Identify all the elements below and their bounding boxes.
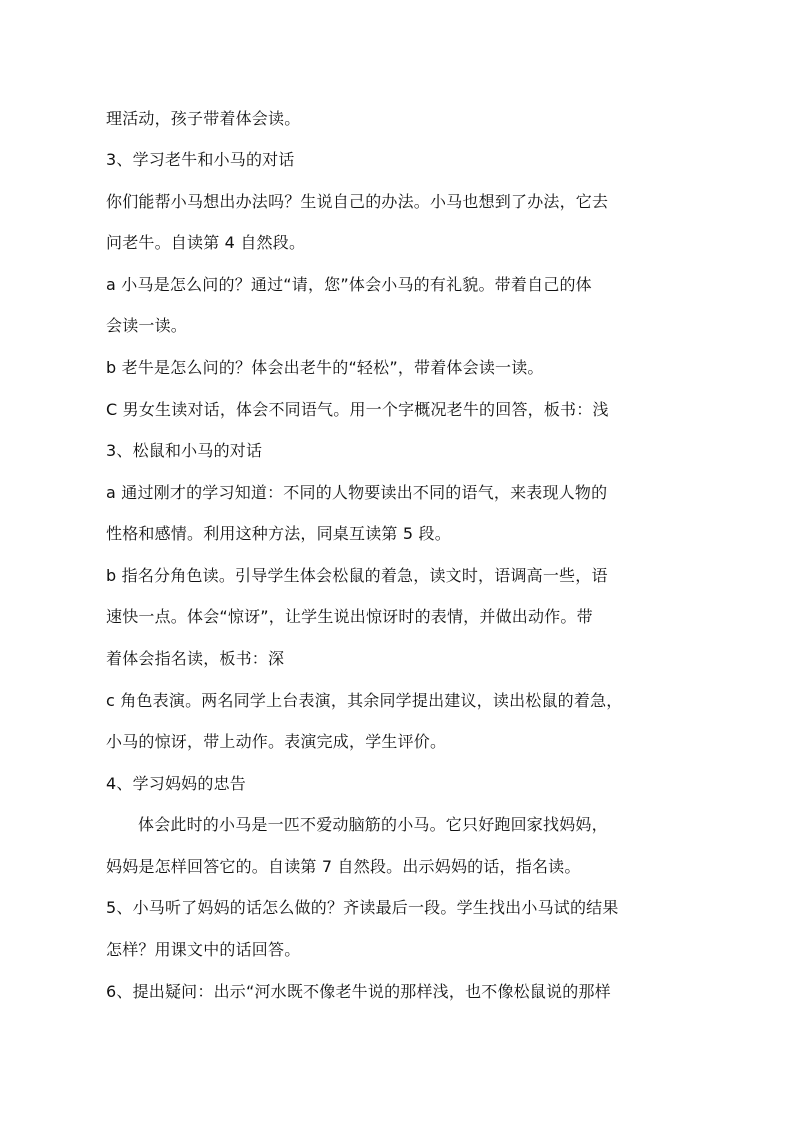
text-line: a 小马是怎么问的？通过“请，您”体会小马的有礼貌。带着自己的体: [106, 275, 592, 294]
text-line: 会读一读。: [106, 316, 188, 335]
section-heading: 3、松鼠和小马的对话: [106, 441, 263, 460]
text-line: 你们能帮小马想出办法吗？生说自己的办法。小马也想到了办法，它去: [106, 192, 609, 211]
text-line: 妈妈是怎样回答它的。自读第 7 自然段。出示妈妈的话，指名读。: [106, 857, 581, 876]
text-line: b 老牛是怎么问的？体会出老牛的“轻松”，带着体会读一读。: [106, 358, 544, 377]
section-heading: 3、学习老牛和小马的对话: [106, 150, 295, 169]
text-line: c 角色表演。两名同学上台表演，其余同学提出建议，读出松鼠的着急，: [106, 691, 623, 710]
section-heading: 4、学习妈妈的忠告: [106, 774, 246, 793]
text-line: 6、提出疑问：出示“河水既不像老牛说的那样浅，也不像松鼠说的那样: [106, 982, 611, 1001]
text-line: 着体会指名读，板书：深: [106, 649, 285, 668]
text-line: 速快一点。体会“惊讶”，让学生说出惊讶时的表情，并做出动作。带: [106, 607, 593, 626]
text-line: b 指名分角色读。引导学生体会松鼠的着急，读文时，语调高一些，语: [106, 566, 608, 585]
text-line: 怎样？用课文中的话回答。: [106, 940, 301, 959]
text-line: 体会此时的小马是一匹不爱动脑筋的小马。它只好跑回家找妈妈，: [138, 815, 608, 834]
text-line: 理活动，孩子带着体会读。: [106, 109, 301, 128]
text-line: C 男女生读对话，体会不同语气。用一个字概况老牛的回答，板书：浅: [106, 400, 609, 419]
text-line: 性格和感情。利用这种方法，同桌互读第 5 段。: [106, 524, 451, 543]
text-line: 5、小马听了妈妈的话怎么做的？齐读最后一段。学生找出小马试的结果: [106, 898, 619, 917]
text-line: 问老牛。自读第 4 自然段。: [106, 233, 306, 252]
text-line: a 通过刚才的学习知道：不同的人物要读出不同的语气，来表现人物的: [106, 483, 608, 502]
text-line: 小马的惊讶，带上动作。表演完成，学生评价。: [106, 732, 447, 751]
